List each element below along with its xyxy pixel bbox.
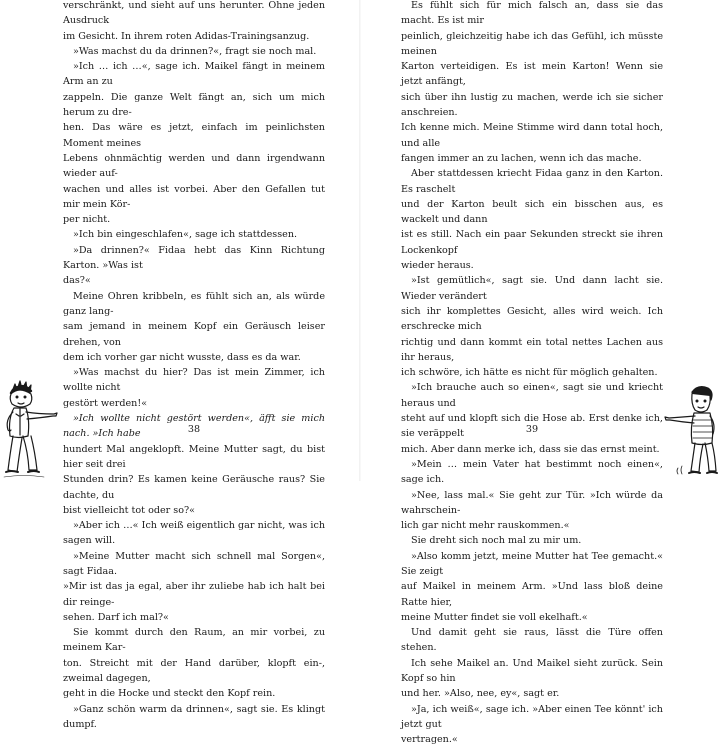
text-line: Sie kommt durch den Raum, an mir vorbei, zu meinem Kar- bbox=[63, 627, 325, 654]
text-line: »Nee, lass mal.« Sie geht zur Tür. »Ich würde da wahrschein- bbox=[401, 489, 663, 516]
text-line: »Aber ich …« Ich weiß eigentlich gar nicht, was ich sagen will. bbox=[63, 520, 325, 547]
boy-illustration-icon bbox=[0, 378, 58, 481]
text-line: »Was machst du hier? Das ist mein Zimmer, ich wollte nicht bbox=[63, 367, 325, 394]
text-line: Ich kenne mich. Meine Stimme wird dann total hoch, und alle bbox=[401, 122, 663, 149]
page-number: 38 bbox=[187, 424, 201, 435]
text-line: hundert Mal angeklopft. Meine Mutter sagt, du bist hier seit drei bbox=[63, 443, 325, 470]
text-line: Lebens ohnmächtig werden und dann irgendwann wieder auf- bbox=[63, 152, 325, 180]
text-line: »Mein … mein Vater hat bestimmt noch einen«, sage ich. bbox=[401, 458, 663, 486]
text-line: mich. Aber dann merke ich, dass sie das ernst meint. bbox=[401, 443, 660, 455]
text-line: sehen. Darf ich mal?« bbox=[63, 611, 169, 623]
text-line: sich über ihn lustig zu machen, werde ich sie sicher anschreien. bbox=[401, 91, 663, 119]
text-line: ton. Streicht mit der Hand darüber, klopft ein-, zweimal dagegen, bbox=[63, 657, 325, 685]
text-line: und her. »Also, nee, ey«, sagt er. bbox=[401, 688, 560, 700]
text-line: Sie dreht sich noch mal zu mir um. bbox=[411, 535, 582, 547]
text-line: steht auf und klopft sich die Hose ab. Erst denke ich, sie veräppelt bbox=[401, 413, 663, 440]
left-page-text bbox=[63, 0, 325, 732]
text-line: »Ich wollte nicht gestört werden«, äfft sie mich nach. »Ich habe bbox=[63, 413, 325, 440]
text-line: sam jemand in meinem Kopf ein Geräusch leiser drehen, von bbox=[63, 321, 325, 348]
text-line: »Meine Mutter macht sich schnell mal Sorgen«, sagt Fidaa. bbox=[63, 550, 325, 577]
text-line: im Gesicht. In ihrem roten Adidas-Trainingsanzug. bbox=[63, 30, 310, 42]
text-line: wieder heraus. bbox=[401, 260, 474, 272]
text-line: »Ich … ich …«, sage ich. Maikel fängt in meinem Arm an zu bbox=[63, 61, 325, 88]
text-line: peinlich, gleichzeitig habe ich das Gefühl, ich müsste meinen bbox=[401, 30, 663, 57]
right-page-text bbox=[401, 0, 663, 748]
text-line: richtig und dann kommt ein total nettes Lachen aus ihr heraus, bbox=[401, 336, 663, 363]
text-line: meine Mutter findet sie voll ekelhaft.« bbox=[401, 611, 588, 623]
text-line: dem ich vorher gar nicht wusste, dass es da war. bbox=[63, 351, 301, 363]
text-line: »Da drinnen?« Fidaa hebt das Kinn Richtung Karton. »Was ist bbox=[63, 244, 325, 272]
text-line: Es fühlt sich für mich falsch an, dass sie das macht. Es ist mir bbox=[401, 0, 663, 27]
text-line: Meine Ohren kribbeln, es fühlt sich an, als würde ganz lang- bbox=[63, 290, 325, 317]
text-line: fangen immer an zu lachen, wenn ich das mache. bbox=[401, 152, 642, 164]
text-line: bist vielleicht tot oder so?« bbox=[63, 504, 196, 516]
text-line: »Mir ist das ja egal, aber ihr zuliebe hab ich halt bei dir reinge- bbox=[63, 581, 325, 608]
text-line: Stunden drin? Es kamen keine Geräusche raus? Sie dachte, du bbox=[63, 474, 325, 501]
text-line: hen. Das wäre es jetzt, einfach im peinlichsten Moment meines bbox=[63, 122, 325, 149]
text-line: zappeln. Die ganze Welt fängt an, sich um mich herum zu dre- bbox=[63, 91, 325, 119]
text-line: »Was machst du da drinnen?«, fragt sie noch mal. bbox=[73, 45, 317, 57]
text-line: »Also komm jetzt, meine Mutter hat Tee gemacht.« Sie zeigt bbox=[401, 550, 663, 577]
text-line: und der Karton beult sich ein bisschen aus, es wackelt und dann bbox=[401, 198, 663, 226]
text-line: ist es still. Nach ein paar Sekunden streckt sie ihren Lockenkopf bbox=[401, 229, 663, 256]
text-line: das?« bbox=[63, 275, 91, 287]
text-line: Karton verteidigen. Es ist mein Karton! Wenn sie jetzt anfängt, bbox=[401, 61, 663, 88]
boy-illustration-icon bbox=[662, 380, 720, 481]
text-line: »Ganz schön warm da drinnen«, sagt sie. Es klingt dumpf. bbox=[63, 703, 325, 730]
text-line: »Ich bin eingeschlafen«, sage ich stattdessen. bbox=[73, 229, 298, 241]
text-line: »Ich brauche auch so einen«, sagt sie und kriecht heraus und bbox=[401, 382, 663, 409]
text-line: sich ihr komplettes Gesicht, alles wird weich. Ich erschrecke mich bbox=[401, 305, 663, 333]
text-line: geht in die Hocke und steckt den Kopf rein. bbox=[63, 688, 276, 700]
text-line: vertragen.« bbox=[401, 734, 458, 746]
text-line: per nicht. bbox=[63, 214, 111, 226]
text-line: verschränkt, und sieht auf uns herunter. Ohne jeden Ausdruck bbox=[63, 0, 325, 27]
text-line: gestört werden!« bbox=[63, 397, 148, 409]
text-line: auf Maikel in meinem Arm. »Und lass bloß deine Ratte hier, bbox=[401, 581, 663, 608]
text-line: lich gar nicht mehr rauskommen.« bbox=[401, 520, 570, 532]
text-line: Ich sehe Maikel an. Und Maikel sieht zurück. Sein Kopf so hin bbox=[401, 657, 663, 685]
page-number: 39 bbox=[525, 424, 539, 435]
text-line: wachen und alles ist vorbei. Aber den Gefallen tut mir mein Kör- bbox=[63, 183, 325, 210]
text-line: Und damit geht sie raus, lässt die Türe offen stehen. bbox=[401, 627, 663, 654]
text-line: »Ja, ich weiß«, sage ich. »Aber einen Tee könnt' ich jetzt gut bbox=[401, 703, 663, 730]
text-line: »Ist gemütlich«, sagt sie. Und dann lacht sie. Wieder verändert bbox=[401, 275, 663, 302]
text-line: ich schwöre, ich hätte es nicht für möglich gehalten. bbox=[401, 367, 658, 379]
text-line: Aber stattdessen kriecht Fidaa ganz in den Karton. Es raschelt bbox=[401, 168, 663, 195]
